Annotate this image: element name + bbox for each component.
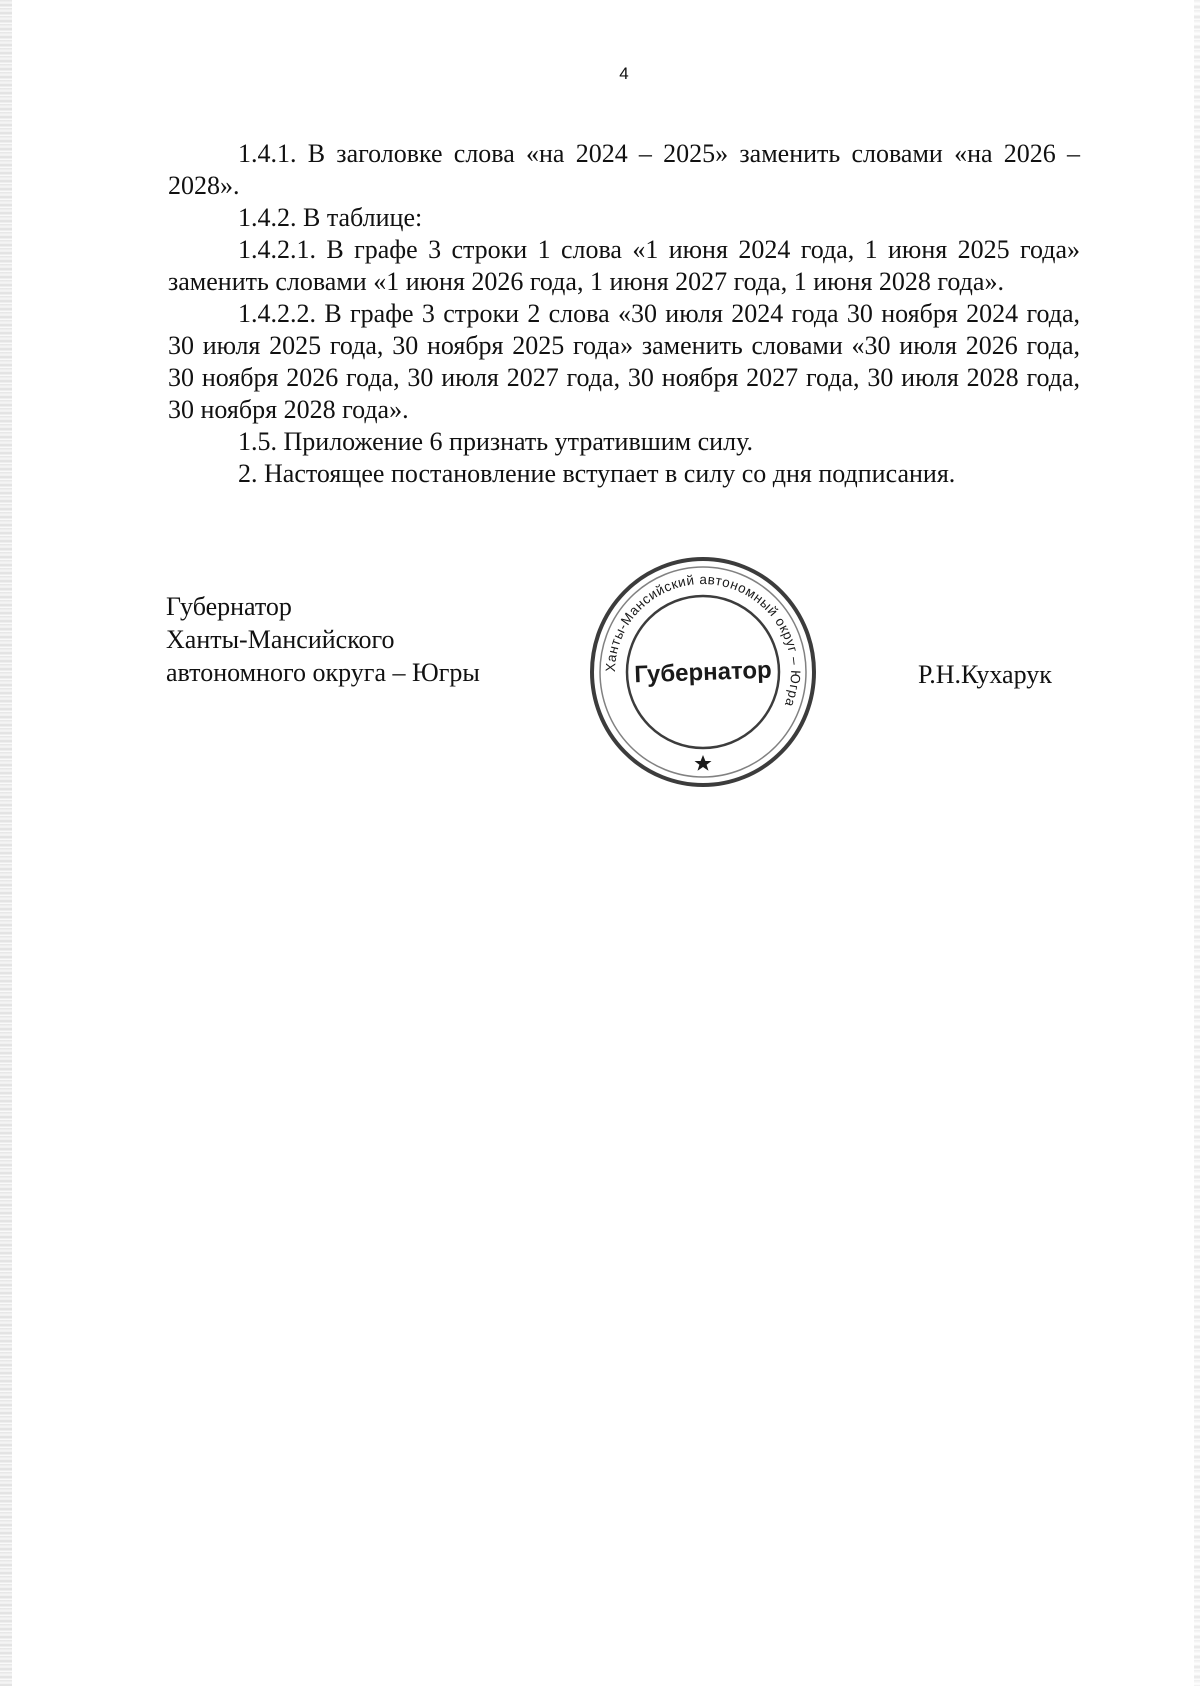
signer-name: Р.Н.Кухарук — [918, 660, 1052, 689]
stamp-star-icon — [695, 755, 712, 771]
paragraph-1-4-1: 1.4.1. В заголовке слова «на 2024 – 2025» заменить словами «на 2026 – 2028». — [168, 139, 1080, 200]
paragraph-1-5: 1.5. Приложение 6 признать утратившим силу. — [238, 427, 753, 456]
signer-title-line-1: Губернатор — [166, 592, 292, 621]
page-number: 4 — [619, 64, 629, 83]
document-body — [168, 138, 1080, 490]
signer-title-line-2: Ханты-Мансийского — [166, 625, 395, 654]
stamp-ring-text-path: Ханты-Мансийский автономный округ – Югра — [602, 571, 804, 710]
stamp-center-text: Губернатор — [633, 656, 773, 689]
scan-edge-right — [1194, 0, 1200, 1686]
paragraph-1-4-2-1: 1.4.2.1. В графе 3 строки 1 слова «1 июня 2024 года, 1 июня 2025 года» заменить словами «1 июня 2026 года, 1 июня 2027 года, 1 июня 2028 года». — [168, 235, 1080, 296]
paragraph-1-4-2-2: 1.4.2.2. В графе 3 строки 2 слова «30 июля 2024 года 30 ноября 2024 года, 30 июля 2025 года, 30 ноября 2025 года» заменить словами «30 июля 2026 года, 30 ноября 2026 года, 30 июля 2027 года, 30 ноября 2027 года, 30 июля 2028 года, 30 ноября 2028 года». — [168, 299, 1080, 424]
paragraph-1-4-2: 1.4.2. В таблице: — [238, 203, 423, 232]
signer-title — [166, 590, 480, 689]
scan-edge-left — [0, 0, 12, 1686]
official-seal-stamp — [586, 555, 820, 789]
paragraph-2: 2. Настоящее постановление вступает в силу со дня подписания. — [238, 459, 956, 488]
signer-title-line-3: автономного округа – Югры — [166, 658, 480, 687]
